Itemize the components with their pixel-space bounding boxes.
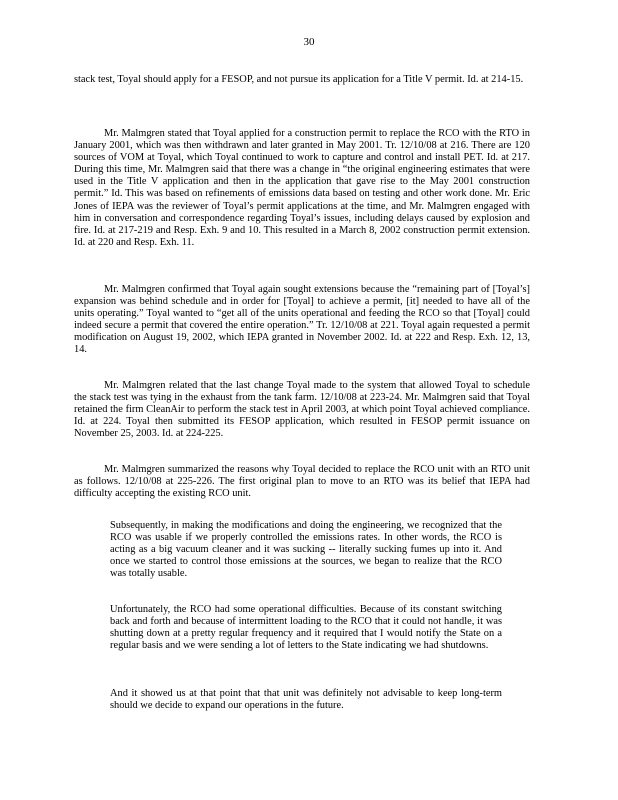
paragraph-1: stack test, Toyal should apply for a FESOP, and not pursue its application for a Title V permit. Id. at 214-15.: [74, 74, 524, 85]
paragraph-2: Mr. Malmgren stated that Toyal applied for a construction permit to replace the RCO with the RTO in January 2001, which was then withdrawn and later granted in May 2001. Tr. 12/10/08 at 216. There are 120 sources of VOM at Toyal, which Toyal continued to work to capture and control and install PET. Id. at 217. During this time, Mr. Malmgren said that there was a change in “the original engineering estimates that were used in the Title V application and then in the application that gave rise to the May 2001 construction permit.” Id. This was based on refinements of emissions data based on testing and other work done. Mr. Eric Jones of IEPA was the reviewer of Toyal’s permit applications at the time, and Mr. Malmgren engaged with him in conversation and correspondence regarding Toyal’s issues, including delays caused by explosion and fire. Id. at 217-219 and Resp. Exh. 9 and 10. This resulted in a March 8, 2002 construction permit extension. Id. at 220 and Resp. Exh. 11.: [74, 128, 530, 248]
paragraph-5: Mr. Malmgren summarized the reasons why Toyal decided to replace the RCO unit with an RTO unit as follows. 12/10/08 at 225-226. The first original plan to move to an RTO was its belief that IEPA had difficulty accepting the existing RCO unit.: [74, 464, 530, 500]
block-quote-1: Subsequently, in making the modifications and doing the engineering, we recognized that the RCO was usable if we properly controlled the emissions rates. In other words, the RCO is acting as a big vacuum cleaner and it was sucking -- literally sucking fumes up into it. And once we started to control those emissions at the sources, we began to realize that the RCO was totally usable.: [110, 520, 502, 580]
block-quote-2: Unfortunately, the RCO had some operational difficulties. Because of its constant switching back and forth and because of intermittent loading to the RCO that it could not handle, it was shutting down at a pretty regular frequency and it required that I would notify the State on a regular basis and we were sending a lot of letters to the State indicating we had shutdowns.: [110, 604, 502, 652]
block-quote-3: And it showed us at that point that that unit was definitely not advisable to keep long-term should we decide to expand our operations in the future.: [110, 688, 502, 712]
page-number: 30: [303, 36, 315, 48]
paragraph-4: Mr. Malmgren related that the last change Toyal made to the system that allowed Toyal to schedule the stack test was tying in the exhaust from the tank farm. 12/10/08 at 223-24. Mr. Malmgren said that Toyal retained the firm CleanAir to perform the stack test in April 2003, at which point Toyal achieved compliance. Id. at 224. Toyal then submitted its FESOP application, which resulted in FESOP permit issuance on November 25, 2003. Id. at 224-225.: [74, 380, 530, 440]
paragraph-3: Mr. Malmgren confirmed that Toyal again sought extensions because the “remaining part of [Toyal’s] expansion was behind schedule and in order for [Toyal] to achieve a permit, [it] needed to have all of the units operating.” Toyal wanted to “get all of the units operational and feeding the RCO so that [Toyal] could indeed secure a permit that covered the entire operation.” Tr. 12/10/08 at 221. Toyal again requested a permit modification on August 19, 2002, which IEPA granted in November 2002. Id. at 222 and Resp. Exh. 12, 13, 14.: [74, 284, 530, 356]
